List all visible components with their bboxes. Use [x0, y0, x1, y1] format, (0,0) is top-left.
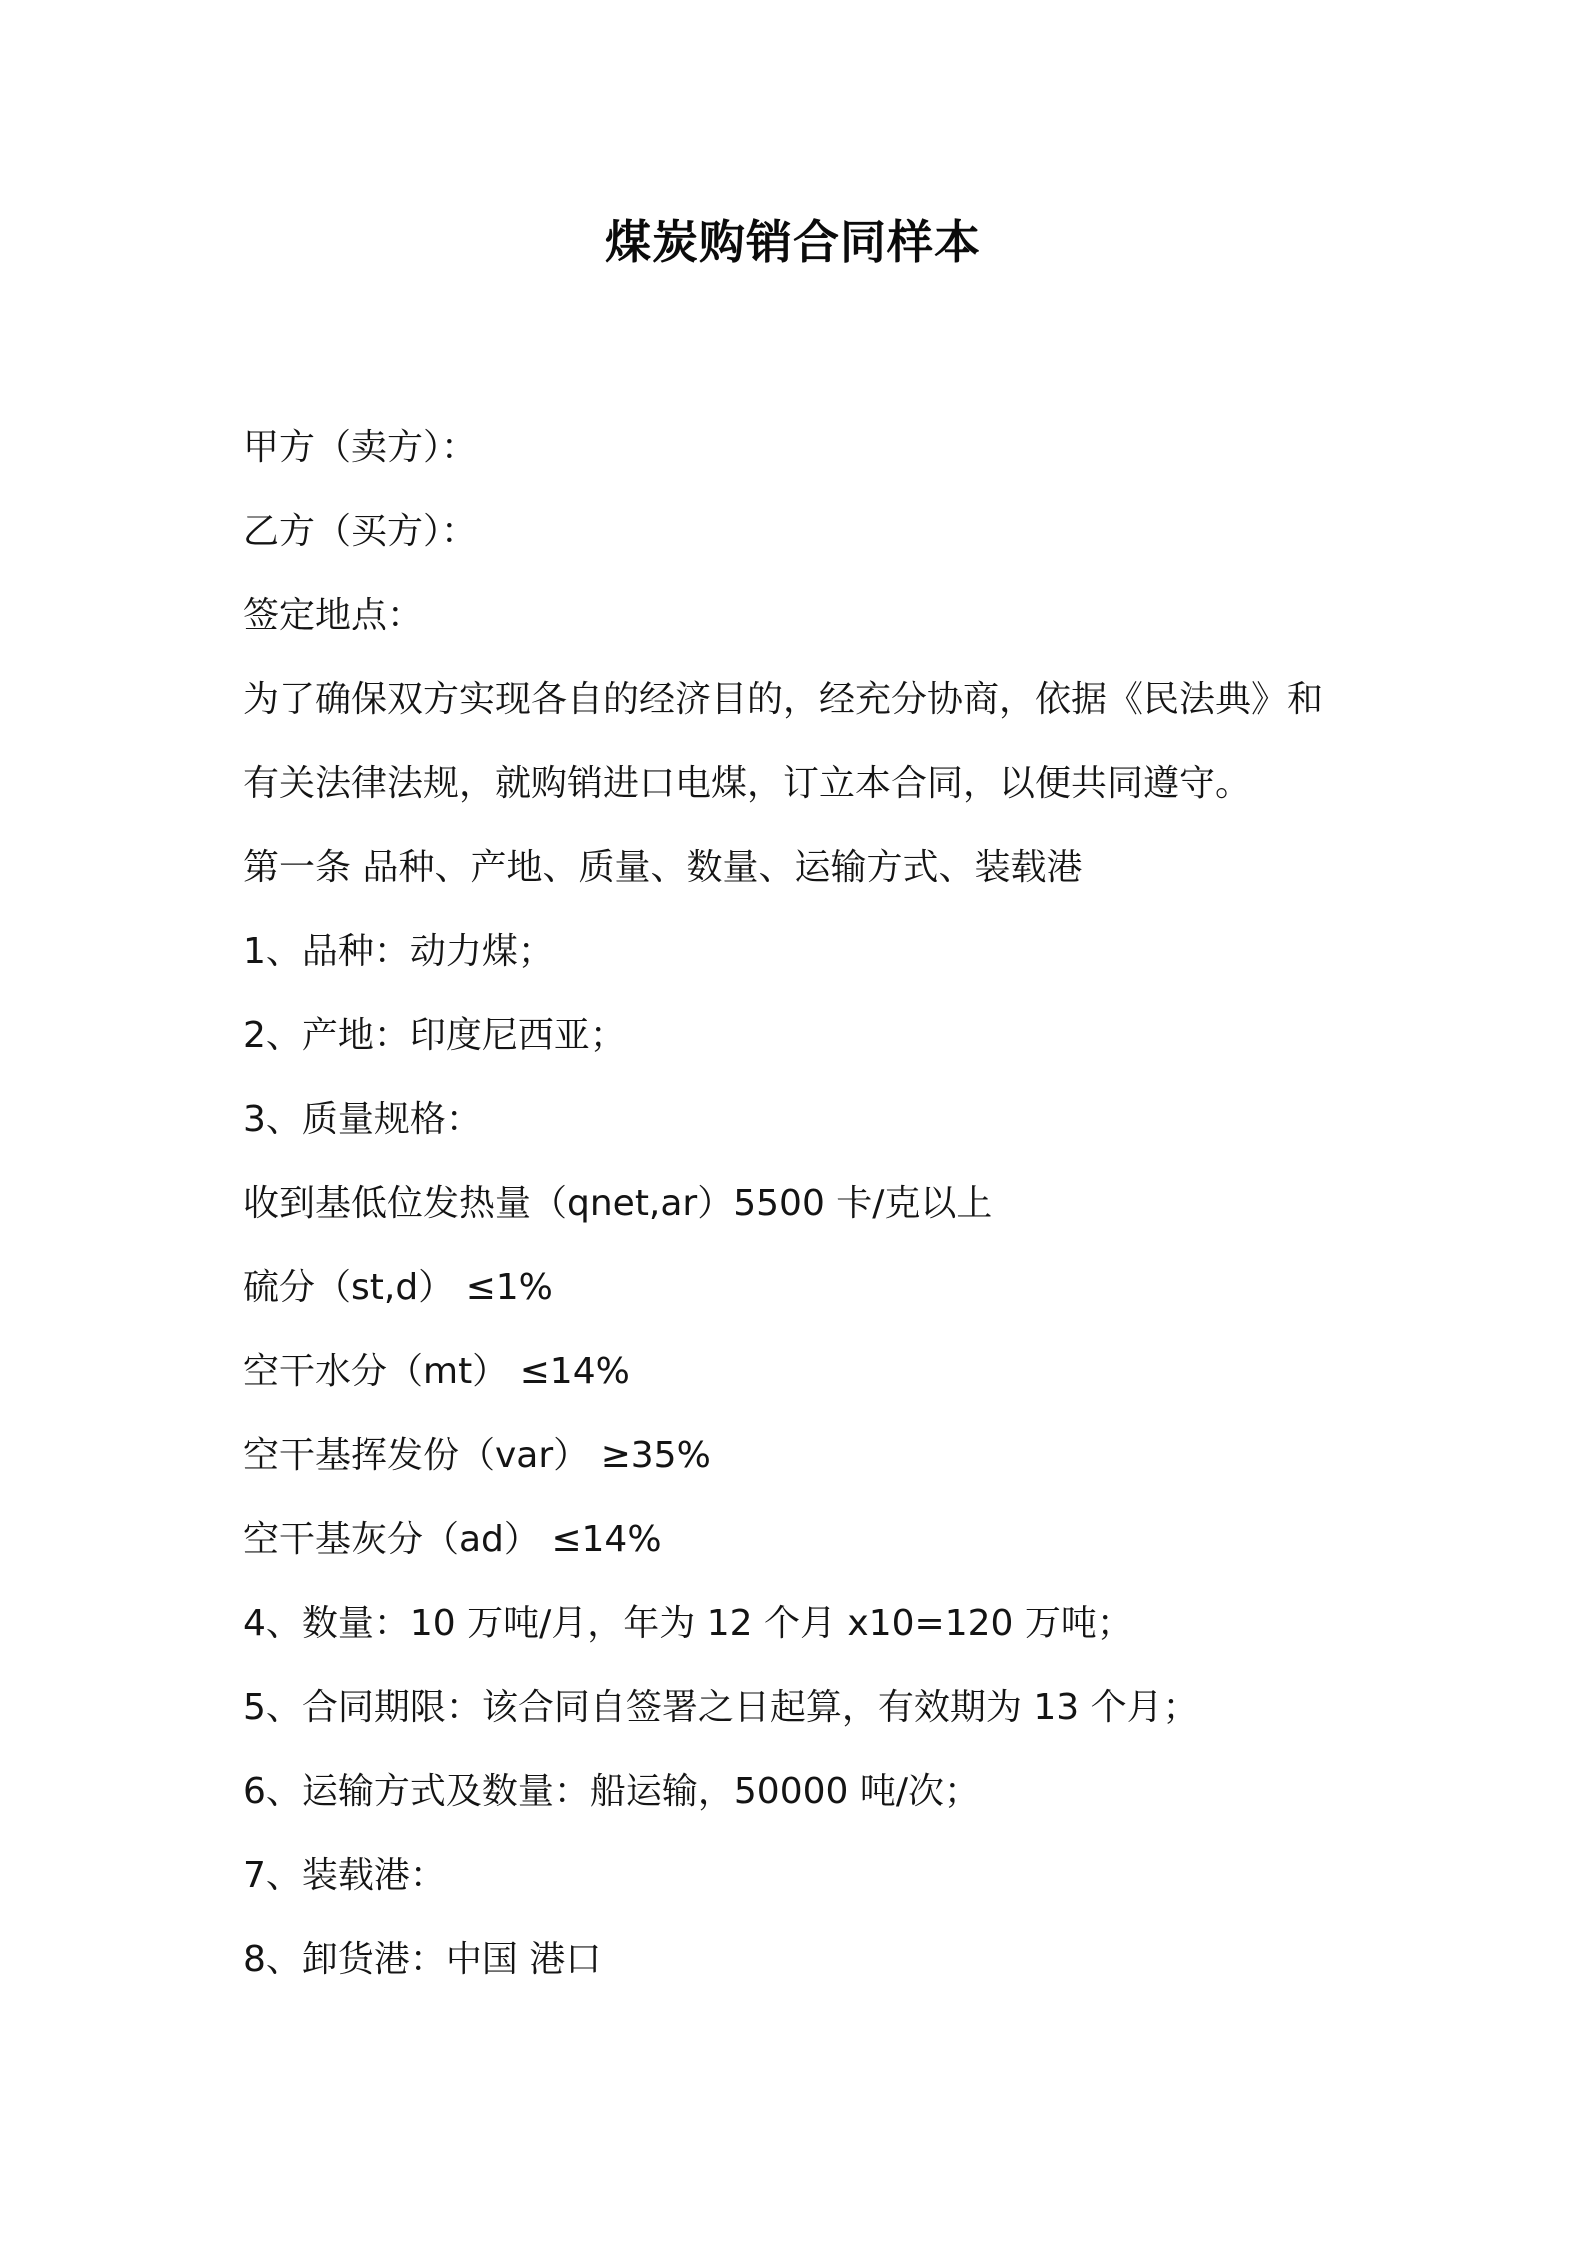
preamble-line-1: 为了确保双方实现各自的经济目的，经充分协商，依据《民法典》和 — [243, 679, 1324, 720]
item-transport: 6、运输方式及数量：船运输，50000 吨/次； — [243, 1771, 980, 1812]
item-origin: 2、产地：印度尼西亚； — [243, 1015, 626, 1056]
spec-moisture: 空干水分（mt） ≤14% — [243, 1351, 630, 1392]
item-discharge-port: 8、卸货港：中国 港口 — [243, 1939, 602, 1980]
preamble-line-2: 有关法律法规，就购销进口电煤，订立本合同，以便共同遵守。 — [243, 763, 1252, 804]
document-body — [243, 406, 1393, 2002]
item-loading-port: 7、装载港： — [243, 1855, 446, 1896]
party-b-line: 乙方（买方）： — [243, 511, 478, 552]
spec-calorific-value: 收到基低位发热量（qnet,ar）5500 卡/克以上 — [243, 1183, 993, 1224]
signing-place-line: 签定地点： — [243, 595, 424, 636]
item-contract-term: 5、合同期限：该合同自签署之日起算，有效期为 13 个月； — [243, 1687, 1199, 1728]
spec-sulfur: 硫分（st,d） ≤1% — [243, 1267, 553, 1308]
item-quantity: 4、数量：10 万吨/月，年为 12 个月 x10=120 万吨； — [243, 1603, 1133, 1644]
document-title: 煤炭购销合同样本 — [605, 215, 981, 269]
article-1-heading: 第一条 品种、产地、质量、数量、运输方式、装载港 — [243, 847, 1083, 888]
item-quality-spec: 3、质量规格： — [243, 1099, 482, 1140]
party-a-line: 甲方（卖方）： — [243, 427, 478, 468]
spec-ash: 空干基灰分（ad） ≤14% — [243, 1519, 662, 1560]
item-variety: 1、品种：动力煤； — [243, 931, 554, 972]
spec-volatile: 空干基挥发份（var） ≥35% — [243, 1435, 711, 1476]
